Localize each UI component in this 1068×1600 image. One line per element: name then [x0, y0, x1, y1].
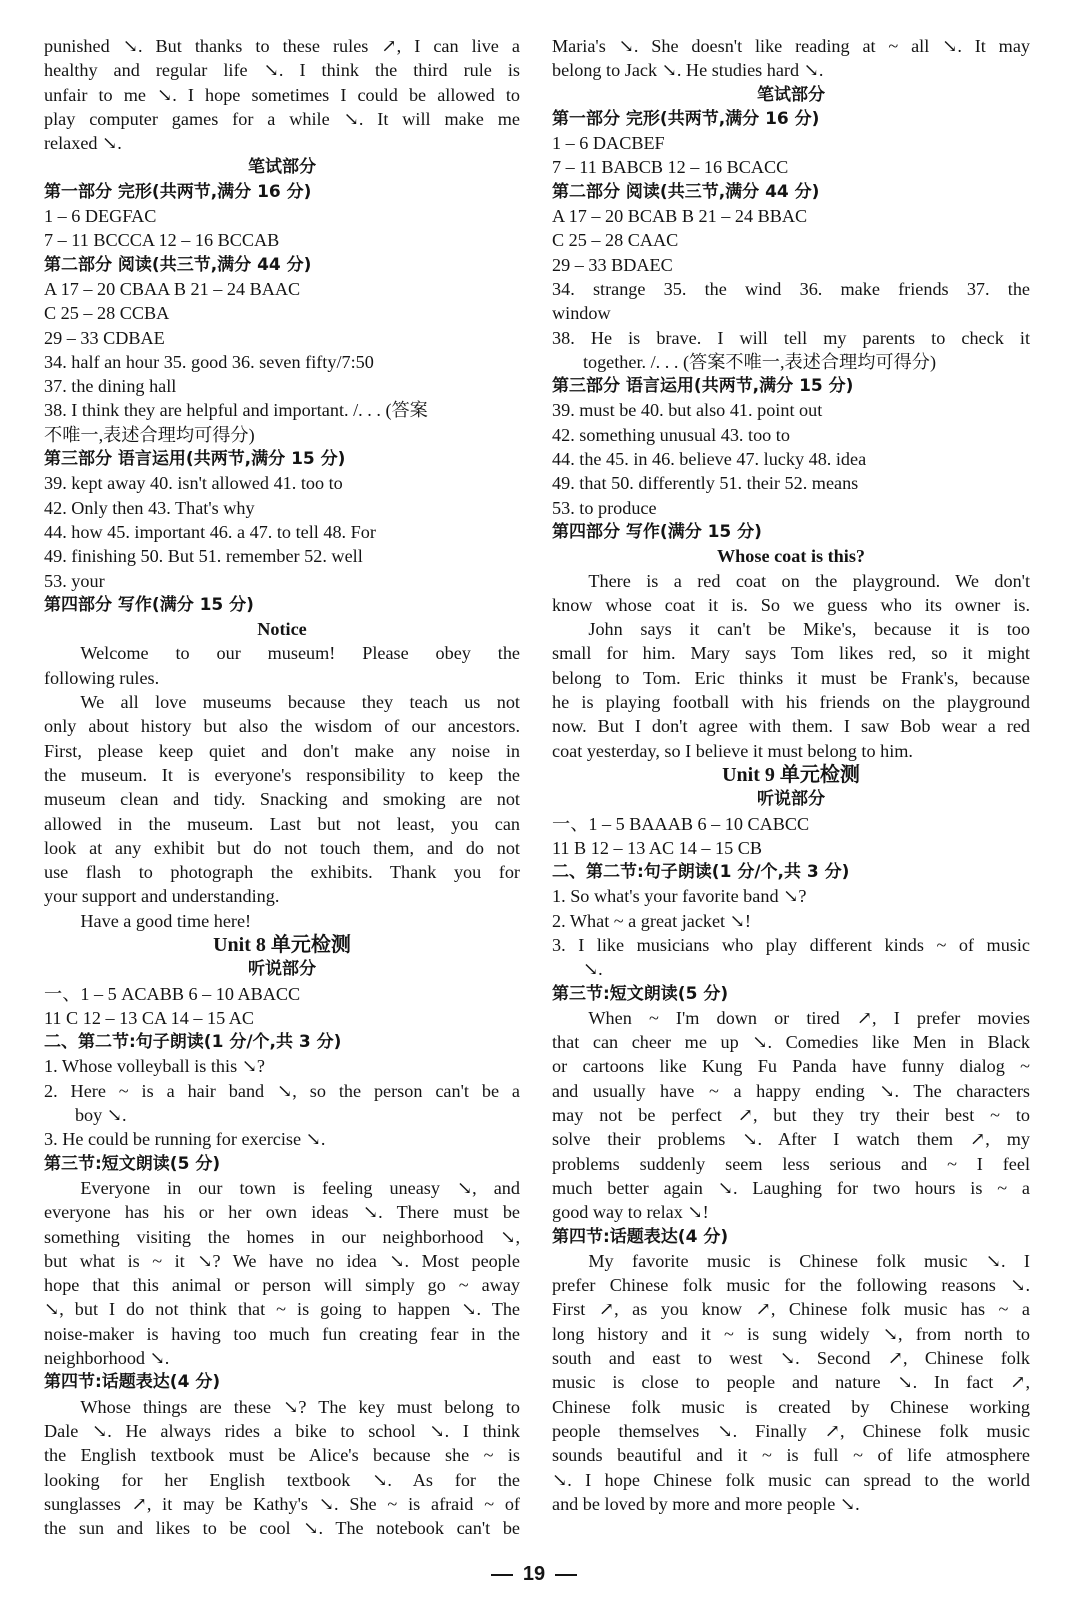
paragraph-line: 2. Here ~ is a hair band ↘, so the person can't be a — [44, 1080, 520, 1101]
paragraph-line: everyone has his or her own ideas ↘. There must be — [44, 1202, 520, 1223]
paragraph-line: Maria's ↘. She doesn't like reading at ~ all ↘. It may — [552, 36, 1030, 56]
paragraph-line: 44. how 45. important 46. a 47. to tell 48. For — [44, 521, 376, 542]
page-number: 19 — [522, 1563, 546, 1585]
paragraph-line: First ↗, as you know ↗, Chinese folk music has ~ a — [552, 1299, 1030, 1320]
paragraph-line: 29 – 33 CDBAE — [44, 327, 165, 348]
paragraph-line: good way to relax ↘! — [552, 1202, 709, 1223]
paragraph-line: look at any exhibit but do not touch them, and do not — [44, 837, 520, 858]
paragraph-line: following rules. — [44, 667, 160, 688]
paragraph-line: Welcome to our museum! Please obey the — [80, 643, 520, 664]
paragraph-line: Have a good time here! — [80, 910, 252, 931]
section-heading: 第二部分 阅读(共三节,满分 44 分) — [44, 254, 312, 275]
paragraph-line: 7 – 11 BCCCA 12 – 16 BCCAB — [44, 230, 280, 251]
paragraph-line: people themselves ↘. Finally ↗, Chinese folk music — [552, 1420, 1030, 1441]
paragraph-line: together. /. . . (答案不唯一,表述合理均可得分) — [582, 351, 937, 372]
paragraph-line: First, please keep quiet and don't make any noise in — [44, 740, 520, 761]
paragraph-line: ↘. I hope Chinese folk music can spread to the world — [552, 1469, 1030, 1490]
paragraph-line: and usually have ~ a happy ending ↘. The characters — [552, 1080, 1030, 1101]
paragraph-line: long history and it ~ is sung widely ↘, from north to — [552, 1323, 1030, 1344]
paragraph-line: 34. half an hour 35. good 36. seven fifty/7:50 — [44, 351, 374, 372]
footer-dash-right — [555, 1574, 577, 1576]
section-heading: 第一部分 完形(共两节,满分 16 分) — [552, 108, 820, 129]
paragraph-line: 3. I like musicians who play different kinds ~ of music — [552, 934, 1030, 955]
paragraph-line: your support and understanding. — [44, 886, 280, 907]
paragraph-line: John says it can't be Mike's, because it is too — [588, 619, 1030, 640]
section-heading: 第三部分 语言运用(共两节,满分 15 分) — [552, 376, 854, 397]
paragraph-line: 1 – 6 DEGFAC — [44, 206, 157, 227]
section-heading: 第三节:短文朗读(5 分) — [552, 983, 729, 1004]
paragraph-line: When ~ I'm down or tired ↗, I prefer movies — [588, 1007, 1030, 1028]
paragraph-line: We all love museums because they teach us not — [80, 692, 520, 713]
paragraph-line: 37. the dining hall — [44, 376, 177, 397]
paragraph-line: ↘. — [582, 959, 603, 980]
paragraph-line: C 25 – 28 CAAC — [552, 230, 679, 251]
title-heading: Whose coat is this? — [716, 546, 866, 567]
section-heading: 第一部分 完形(共两节,满分 16 分) — [44, 181, 312, 202]
section-heading: 二、第二节:句子朗读(1 分/个,共 3 分) — [44, 1032, 342, 1053]
paragraph-line: relaxed ↘. — [44, 133, 122, 154]
paragraph-line: 7 – 11 BABCB 12 – 16 BCACC — [552, 157, 789, 178]
paragraph-line: 44. the 45. in 46. believe 47. lucky 48. idea — [552, 449, 867, 470]
title-heading: Unit 8 单元检测 — [213, 933, 351, 956]
paragraph-line: healthy and regular life ↘. I think the third rule is — [44, 60, 520, 81]
paragraph-line: may not be perfect ↗, but they try their best ~ to — [552, 1105, 1030, 1126]
paragraph-line: 一、1 – 5 ACABB 6 – 10 ABACC — [44, 983, 301, 1004]
section-heading: 第二部分 阅读(共三节,满分 44 分) — [552, 181, 820, 202]
section-heading: 听说部分 — [757, 789, 825, 810]
right-column — [552, 34, 1030, 1516]
section-heading: 二、第二节:句子朗读(1 分/个,共 3 分) — [552, 862, 850, 883]
paragraph-line: 1 – 6 DACBEF — [552, 133, 665, 154]
section-heading: 听说部分 — [248, 959, 316, 980]
paragraph-line: he is playing football with his friends on the playground — [552, 692, 1030, 713]
paragraph-line: boy ↘. — [74, 1105, 127, 1126]
paragraph-line: 3. He could be running for exercise ↘. — [44, 1129, 326, 1150]
paragraph-line: 39. must be 40. but also 41. point out — [552, 400, 823, 421]
paragraph-line: music is close to people and nature ↘. In fact ↗, — [552, 1372, 1030, 1393]
paragraph-line: coat yesterday, so I believe it must belong to him. — [552, 740, 913, 761]
footer-dash-left — [491, 1574, 513, 1576]
paragraph-line: 一、1 – 5 BAAAB 6 – 10 CABCC — [552, 813, 810, 834]
paragraph-line: but what is ~ it ↘? We have no idea ↘. Most people — [44, 1250, 520, 1271]
paragraph-line: allowed in the museum. Last but not least, you can — [44, 813, 520, 834]
paragraph-line: something visiting the homes in our neighborhood ↘, — [44, 1226, 520, 1247]
paragraph-line: museum clean and tidy. Snacking and smoking are not — [44, 789, 520, 810]
paragraph-line: Everyone in our town is feeling uneasy ↘, and — [80, 1177, 520, 1198]
paragraph-line: Dale ↘. He always rides a bike to school ↘. I think — [44, 1420, 520, 1441]
paragraph-line: or cartoons like Kung Fu Panda have funny dialog ~ — [552, 1056, 1030, 1077]
paragraph-line: 2. What ~ a great jacket ↘! — [552, 910, 751, 931]
paragraph-line: that can cheer me up ↘. Comedies like Men in Black — [552, 1032, 1030, 1053]
paragraph-line: 29 – 33 BDAEC — [552, 254, 673, 275]
paragraph-line: 38. He is brave. I will tell my parents to check it — [552, 327, 1030, 348]
paragraph-line: 1. So what's your favorite band ↘? — [552, 886, 807, 907]
paragraph-line: the sun and likes to be cool ↘. The notebook can't be — [44, 1518, 520, 1539]
paragraph-line: know whose coat it is. So we guess who its owner is. — [552, 594, 1030, 615]
paragraph-line: Whose things are these ↘? The key must belong to — [80, 1396, 520, 1417]
title-heading: Unit 9 单元检测 — [722, 763, 860, 786]
paragraph-line: solve their problems ↘. After I watch them ↗, my — [552, 1129, 1030, 1150]
paragraph-line: unfair to me ↘. I hope sometimes I could be allowed to — [44, 84, 520, 105]
paragraph-line: only about history but also the wisdom of our ancestors. — [44, 716, 520, 737]
paragraph-line: 49. that 50. differently 51. their 52. means — [552, 473, 859, 494]
paragraph-line: sunglasses ↗, it may be Kathy's ↘. She ~ is afraid ~ of — [44, 1493, 520, 1514]
paragraph-line: A 17 – 20 BCAB B 21 – 24 BBAC — [552, 206, 808, 227]
section-heading: 笔试部分 — [757, 84, 825, 105]
paragraph-line: the museum. It is everyone's responsibility to keep the — [44, 764, 520, 785]
paragraph-line: now. But I don't agree with them. I saw Bob wear a red — [552, 716, 1030, 737]
paragraph-line: 11 B 12 – 13 AC 14 – 15 CB — [552, 837, 763, 858]
section-heading: 笔试部分 — [248, 157, 316, 178]
title-heading: Notice — [257, 619, 307, 640]
paragraph-line: prefer Chinese folk music for the following reasons ↘. — [552, 1275, 1030, 1296]
paragraph-line: neighborhood ↘. — [44, 1348, 170, 1369]
left-column — [44, 34, 520, 1540]
paragraph-line: belong to Tom. Eric thinks it must be Frank's, because — [552, 667, 1030, 688]
paragraph-line: C 25 – 28 CCBA — [44, 303, 170, 324]
paragraph-line: play computer games for a while ↘. It will make me — [44, 108, 520, 129]
paragraph-line: much better again ↘. Laughing for two hours is ~ a — [552, 1177, 1030, 1198]
paragraph-line: looking for her English textbook ↘. As for the — [44, 1469, 520, 1490]
paragraph-line: 11 C 12 – 13 CA 14 – 15 AC — [44, 1007, 255, 1028]
page-footer — [0, 1563, 1068, 1586]
paragraph-line: 42. Only then 43. That's why — [44, 497, 255, 518]
paragraph-line: 38. I think they are helpful and important. /. . . (答案 — [44, 400, 428, 421]
section-heading: 第三部分 语言运用(共两节,满分 15 分) — [44, 449, 346, 470]
section-heading: 第四节:话题表达(4 分) — [44, 1372, 221, 1393]
paragraph-line: the English textbook must be Alice's because she ~ is — [44, 1445, 520, 1466]
paragraph-line: belong to Jack ↘. He studies hard ↘. — [552, 60, 824, 81]
paragraph-line: small for him. Mary says Tom likes red, so it might — [552, 643, 1030, 664]
paragraph-line: A 17 – 20 CBAA B 21 – 24 BAAC — [44, 278, 301, 299]
paragraph-line: 1. Whose volleyball is this ↘? — [44, 1056, 266, 1077]
paragraph-line: There is a red coat on the playground. We don't — [588, 570, 1030, 591]
paragraph-line: Chinese folk music is created by Chinese working — [552, 1396, 1030, 1417]
paragraph-line: ↘, but I do not think that ~ is going to happen ↘. The — [44, 1299, 520, 1320]
paragraph-line: and be loved by more and more people ↘. — [552, 1493, 860, 1514]
paragraph-line: punished ↘. But thanks to these rules ↗, I can live a — [44, 36, 520, 56]
paragraph-line: sounds beautiful and it ~ is full ~ of life atmosphere — [552, 1445, 1030, 1466]
paragraph-line: 53. your — [44, 570, 105, 591]
paragraph-line: problems suddenly seem less serious and ~ I feel — [552, 1153, 1030, 1174]
paragraph-line: use flash to photograph the exhibits. Thank you for — [44, 862, 520, 883]
paragraph-line: 不唯一,表述合理均可得分) — [44, 424, 255, 445]
paragraph-line: My favorite music is Chinese folk music ↘. I — [588, 1250, 1030, 1271]
paragraph-line: noise-maker is having too much fun creating fear in the — [44, 1323, 520, 1344]
paragraph-line: 49. finishing 50. But 51. remember 52. well — [44, 546, 363, 567]
paragraph-line: south and east to west ↘. Second ↗, Chinese folk — [552, 1348, 1030, 1369]
section-heading: 第四部分 写作(满分 15 分) — [552, 521, 762, 542]
paragraph-line: hope that this animal or person will simply go ~ away — [44, 1275, 520, 1296]
section-heading: 第三节:短文朗读(5 分) — [44, 1153, 221, 1174]
paragraph-line: 34. strange 35. the wind 36. make friends 37. the — [552, 278, 1030, 299]
paragraph-line: 39. kept away 40. isn't allowed 41. too to — [44, 473, 343, 494]
paragraph-line: 53. to produce — [552, 497, 657, 518]
paragraph-line: 42. something unusual 43. too to — [552, 424, 790, 445]
section-heading: 第四部分 写作(满分 15 分) — [44, 594, 254, 615]
paragraph-line: window — [552, 303, 611, 324]
section-heading: 第四节:话题表达(4 分) — [552, 1226, 729, 1247]
